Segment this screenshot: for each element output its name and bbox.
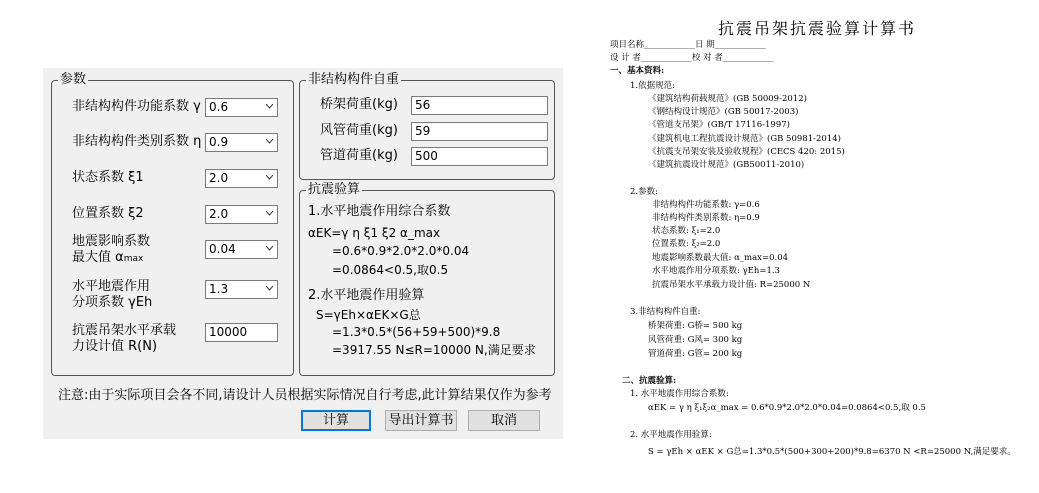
report-line: 3.非结构构件自重: — [630, 307, 701, 317]
calc-report-document — [600, 10, 1030, 485]
calc-dialog — [43, 68, 563, 439]
pipe-load-input[interactable]: 500 — [411, 147, 548, 166]
report-line: αEK = γ η ξ₁ξ₂α_max = 0.6*0.9*2.0*2.0*0.04=0.0864<0.5,取 0.5 — [648, 403, 926, 413]
check-line-6: S=γEh×αEK×G总 — [316, 308, 421, 322]
report-line: 《建筑抗震设计规范》(GB50011-2010) — [648, 160, 805, 170]
check-group — [299, 182, 555, 376]
check-group-title: 抗震验算 — [308, 182, 361, 197]
report-line: 《抗震支吊架安装及验收规程》(CECS 420: 2015) — [648, 147, 845, 157]
category-factor-value: 0.9 — [209, 135, 229, 149]
loads-group-title: 非结构构件自重 — [308, 72, 400, 87]
report-line: 《建筑机电工程抗震设计规范》(GB 50981-2014) — [648, 134, 841, 144]
capacity-label-2: 力设计值 R(N) — [72, 339, 158, 354]
seismic-max-value: 0.04 — [209, 242, 236, 256]
seismic-max-select[interactable] — [205, 240, 278, 259]
check-line-2: αEK=γ η ξ1 ξ2 α_max — [308, 226, 441, 240]
report-line: 位置系数: ξ₂=2.0 — [652, 239, 721, 249]
report-line: 地震影响系数最大值: α_max=0.04 — [652, 253, 789, 263]
state-factor-select[interactable] — [205, 169, 278, 188]
seismic-max-subscript: max — [123, 254, 144, 264]
report-line: 非结构构件功能系数: γ=0.6 — [652, 200, 760, 210]
params-group-title: 参数 — [60, 72, 87, 87]
report-line: 桥架荷重: G桥= 500 kg — [648, 321, 743, 331]
capacity-label-1: 抗震吊架水平承载 — [72, 323, 177, 338]
check-line-3: =0.6*0.9*2.0*2.0*0.04 — [332, 244, 470, 258]
check-line-5: 2.水平地震作用验算 — [308, 288, 425, 303]
report-line: 2.参数: — [630, 187, 658, 197]
report-line: 《管道支吊架》(GB/T 17116-1997) — [648, 120, 790, 130]
capacity-input[interactable]: 10000 — [205, 323, 278, 342]
check-line-1: 1.水平地震作用综合系数 — [308, 204, 451, 219]
report-line: 1.依据规范: — [630, 81, 675, 91]
pipe-load-label: 管道荷重(kg) — [320, 148, 398, 163]
report-line: 设 计 者____________校 对 者____________ — [610, 53, 774, 63]
check-line-4: =0.0864<0.5,取0.5 — [332, 263, 449, 277]
export-report-button[interactable]: 导出计算书 — [385, 410, 457, 431]
function-factor-value: 0.6 — [209, 100, 229, 114]
report-line: 水平地震作用分项系数: γEh=1.3 — [652, 266, 780, 276]
state-factor-value: 2.0 — [209, 171, 229, 185]
report-line: S = γEh × αEK × G总=1.3*0.5*(500+300+200)*9.8=6370 N <R=25000 N,满足要求。 — [648, 447, 1016, 457]
report-line: 一、基本资料: — [610, 66, 665, 76]
chevron-down-icon — [266, 286, 273, 293]
bridge-load-input[interactable]: 56 — [411, 96, 548, 115]
seismic-max-label-1: 地震影响系数 — [72, 234, 151, 249]
disclaimer-note: 注意:由于实际项目会各不同,请设计人员根据实际情况自行考虑,此计算结果仅作为参考 — [58, 388, 552, 403]
report-line: 2. 水平地震作用验算: — [630, 430, 712, 440]
duct-load-input[interactable]: 59 — [411, 122, 548, 141]
position-factor-value: 2.0 — [209, 207, 229, 221]
duct-load-label: 风管荷重(kg) — [320, 123, 398, 138]
report-line: 《建筑结构荷载规范》(GB 50009-2012) — [648, 94, 807, 104]
report-line: 项目名称____________日 期____________ — [610, 40, 766, 50]
category-factor-label: 非结构构件类别系数 η — [72, 134, 202, 149]
seismic-max-label-2 — [72, 250, 143, 267]
report-line: 《钢结构设计规范》(GB 50017-2003) — [648, 107, 799, 117]
cancel-button[interactable]: 取消 — [468, 410, 540, 431]
loads-group — [299, 72, 555, 180]
report-title: 抗震吊架抗震验算计算书 — [718, 19, 917, 38]
chevron-down-icon — [266, 246, 273, 253]
chevron-down-icon — [266, 104, 273, 111]
report-line: 状态系数: ξ₁=2.0 — [652, 226, 721, 236]
function-factor-select[interactable] — [205, 98, 278, 117]
report-line: 管道荷重: G管= 200 kg — [648, 349, 743, 359]
report-line: 二、抗震验算: — [622, 376, 677, 386]
chevron-down-icon — [266, 211, 273, 218]
check-line-8: =3917.55 N≤R=10000 N,满足要求 — [332, 343, 536, 357]
report-line: 风管荷重: G风= 300 kg — [648, 335, 743, 345]
position-factor-select[interactable] — [205, 205, 278, 224]
chevron-down-icon — [266, 139, 273, 146]
function-factor-label: 非结构构件功能系数 γ — [72, 99, 201, 114]
partial-factor-label-2: 分项系数 γEh — [72, 295, 153, 310]
partial-factor-value: 1.3 — [209, 282, 229, 296]
state-factor-label: 状态系数 ξ1 — [72, 170, 144, 185]
report-line: 抗震吊架水平承载力设计值: R=25000 N — [652, 280, 811, 290]
chevron-down-icon — [266, 175, 273, 182]
calculate-button[interactable]: 计算 — [301, 410, 371, 431]
bridge-load-label: 桥架荷重(kg) — [320, 97, 398, 112]
report-line: 1. 水平地震作用综合系数: — [630, 389, 729, 399]
position-factor-label: 位置系数 ξ2 — [72, 206, 144, 221]
params-group — [51, 72, 294, 376]
partial-factor-select[interactable] — [205, 280, 278, 299]
partial-factor-label-1: 水平地震作用 — [72, 279, 151, 294]
check-line-7: =1.3*0.5*(56+59+500)*9.8 — [332, 325, 501, 339]
seismic-max-label-text: 最大值 α — [72, 250, 124, 265]
category-factor-select[interactable] — [205, 133, 278, 152]
report-line: 非结构构件类别系数: η=0.9 — [652, 213, 760, 223]
